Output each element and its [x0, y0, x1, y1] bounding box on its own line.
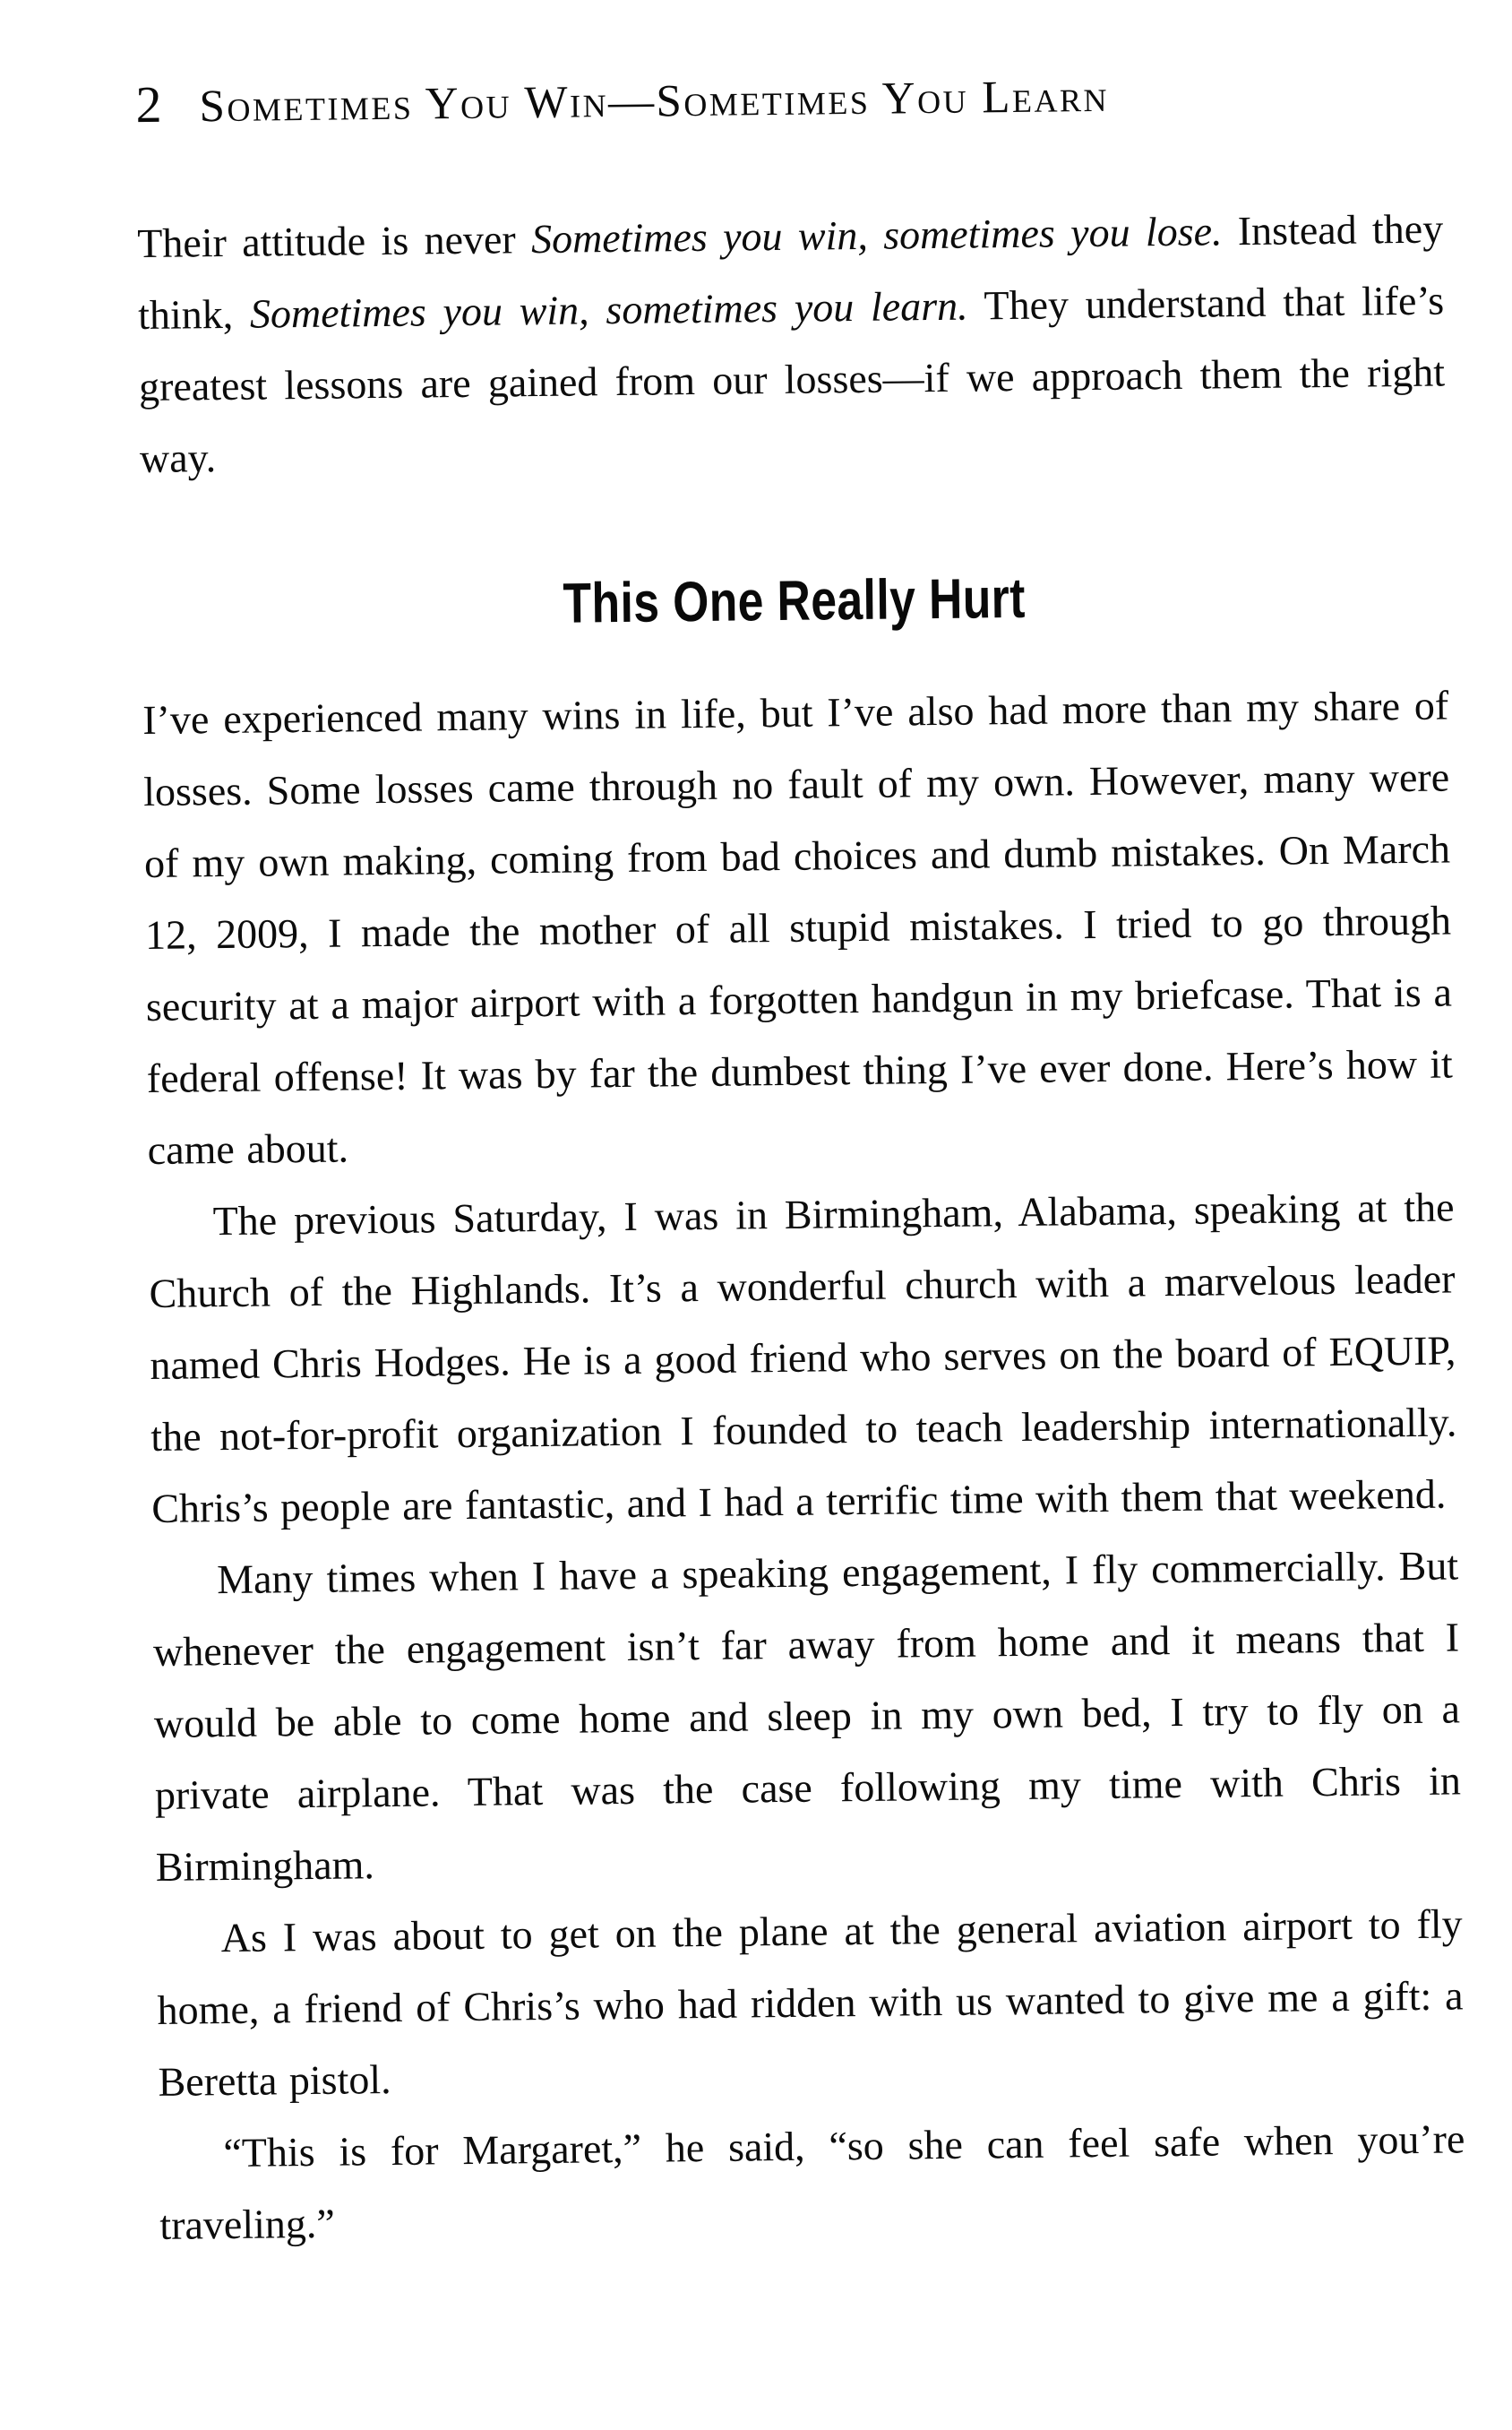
running-header	[135, 65, 1442, 132]
body-paragraph: I’ve experienced many wins in life, but I’ve also had more than my share of losses. Some losses came through no fault of my own. However, many were of my own making, coming from bad choices and dumb mistakes. On March 12, 2009, I made the mother of all stupid mistakes. I tried to go through security at a major airport with a forgotten handgun in my briefcase. That is a federal offense! It was by far the dumbest thing I’ve ever done. Here’s how it came about.	[142, 682, 1454, 1173]
body-paragraph: Many times when I have a speaking engagement, I fly commercially. But whenever the engagement isn’t far away from home and it means that I would be able to come home and sleep in my own bed, I try to fly on a private airplane. That was the case following my time with Chris in Birmingham.	[152, 1542, 1462, 1890]
section-heading	[141, 563, 1448, 641]
intro-segment-italic: Sometimes you win, sometimes you learn.	[249, 282, 968, 337]
page-content	[135, 65, 1466, 2262]
intro-segment-italic: Sometimes you win, sometimes you lose.	[530, 208, 1223, 263]
intro-paragraph	[137, 194, 1447, 495]
intro-segment: They understand that life’s greatest lessons are gained from our losses—if we approach them the right way.	[138, 277, 1446, 482]
intro-segment: Their attitude is never	[136, 216, 532, 267]
body-paragraph: “This is for Margaret,” he said, “so she can feel safe when you’re traveling.”	[159, 2115, 1465, 2248]
body-paragraph: The previous Saturday, I was in Birmingham, Alabama, speaking at the Church of the Highlands. It’s a wonderful church with a marvelous leader named Chris Hodges. He is a good friend who serves on the board of EQUIP, the not-for-profit organization I founded to teach leadership internationally. Chris’s people are fantastic, and I had a terrific time with them that weekend.	[149, 1184, 1457, 1531]
body-paragraph: As I was about to get on the plane at the general aviation airport to fly home, a friend of Chris’s who had ridden with us wanted to give me a gift: a Beretta pistol.	[157, 1900, 1464, 2105]
section-heading-text: This One Really Hurt	[563, 566, 1027, 635]
page-number: 2	[135, 74, 162, 134]
intro-segment: Instead they think,	[137, 205, 1444, 339]
running-title: Sometimes You Win—Sometimes You Learn	[199, 71, 1110, 133]
